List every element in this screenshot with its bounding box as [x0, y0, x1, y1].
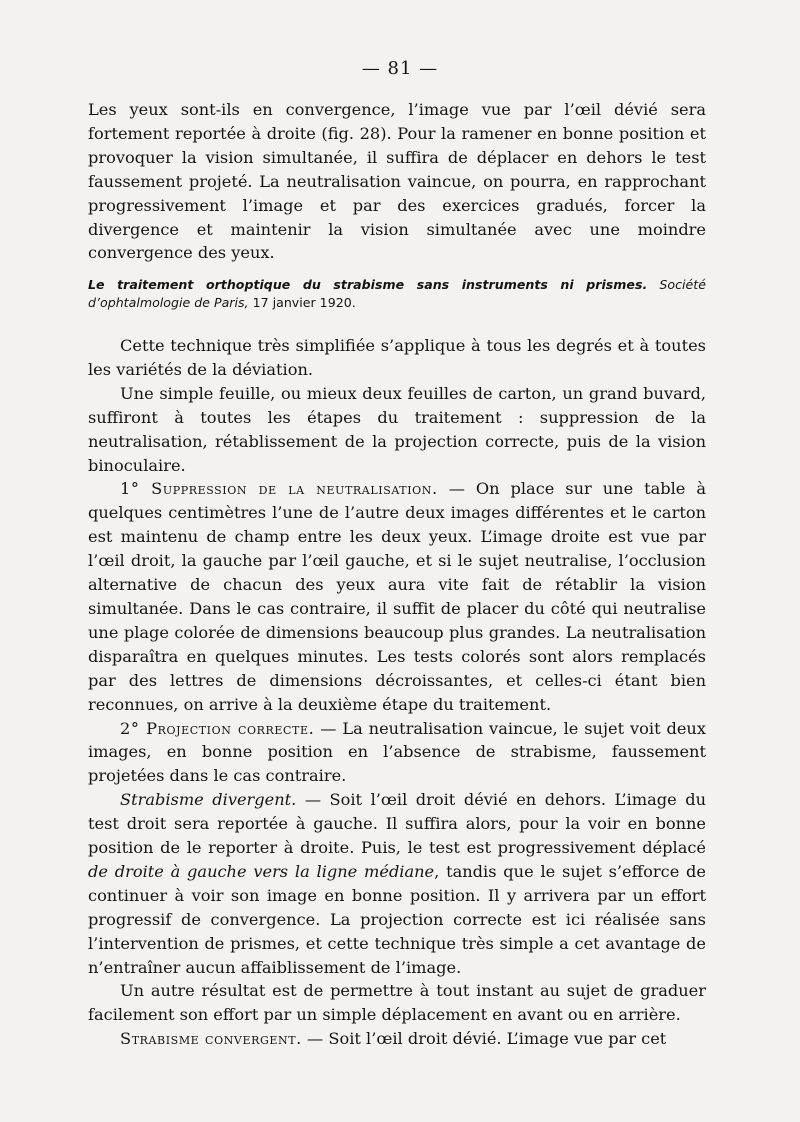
paragraph-projection — [88, 717, 706, 789]
section-heading-convergent: Strabisme convergent. — [120, 1029, 302, 1049]
citation-date: 17 janvier 1920. — [252, 294, 356, 310]
paragraph-convergent — [88, 1027, 706, 1051]
paragraph-suppression — [88, 477, 706, 716]
main-text — [88, 334, 706, 1051]
citation — [88, 276, 706, 311]
paragraph-materials: Une simple feuille, ou mieux deux feuilles de carton, un grand buvard, suffiront à toutes les étapes du traitement : suppression de la neutralisation, rétablissement de la projection correcte, puis de la vision binoculaire. — [88, 383, 706, 475]
paragraph-divergent — [88, 788, 706, 979]
citation-title: Le traitement orthoptique du strabisme sans instruments ni prismes. — [88, 277, 648, 292]
divergent-text-a: — Soit l’œil droit dévié en dehors. L’image du test droit sera reportée à gauche. Il suffira alors, pour la voir en bonne position de le reporter à droite. Puis, le test est progressivement déplacé — [88, 790, 706, 858]
intro-paragraph: Les yeux sont-ils en convergence, l’image vue par l’œil dévié sera fortement reportée à droite (fig. 28). Pour la ramener en bonne position et provoquer la vision simultanée, il suffira de déplacer en dehors le test faussement projeté. La neutralisation vaincue, on pourra, en rapprochant progressivement l’image et par des exercices gradués, forcer la divergence et maintenir la vision simultanée avec une moindre convergence des yeux. — [88, 100, 706, 263]
section-heading-suppression: 1° Suppression de la neutralisation. — [120, 479, 438, 499]
suppression-text: — On place sur une table à quelques centimètres l’une de l’autre deux images différentes et le carton est maintenu de champ entre les deux yeux. L’image droite est vue par l’œil droit, la gauche par l’œil gauche, et si le sujet neutralise, l’occlusion alternative de chacun des yeux aura vite fait de rétablir la vision simultanée. Dans le cas contraire, il suffit de placer du côté qui neutralise une plage colorée de dimensions beaucoup plus grandes. La neutralisation disparaîtra en quelques minutes. Les tests colorés sont alors remplacés par des lettres de dimensions décroissantes, et celles-ci étant bien reconnues, on arrive à la deuxième étape du traitement. — [88, 479, 706, 714]
section-heading-divergent: Strabisme divergent. — [120, 790, 297, 810]
paragraph-other-result: Un autre résultat est de permettre à tout instant au sujet de graduer facilement son effort par un simple déplacement en avant ou en arrière. — [88, 981, 706, 1025]
section-heading-projection: 2° Projection correcte. — [120, 718, 315, 738]
convergent-text: — Soit l’œil droit dévié. L’image vue par cet — [301, 1029, 667, 1049]
page-number: — 81 — — [361, 58, 439, 79]
divergent-emphasis: de droite à gauche vers la ligne médiane — [88, 861, 435, 881]
divergent-text-b: , tandis que le sujet s’efforce de continuer à voir son image en bonne position. Il y arrivera par un effort progressif de convergence. La projection correcte est ici réalisée sans l’intervention de prismes, et cette technique très simple a cet avantage de n’entraîner aucun affaiblissement de l’image. — [88, 861, 706, 977]
paragraph-technique: Cette technique très simplifiée s’applique à tous les degrés et à toutes les variétés de la déviation. — [88, 336, 706, 379]
citation-journal: Société d’ophtalmologie de Paris, — [88, 277, 706, 310]
projection-text: — La neutralisation vaincue, le sujet voit deux images, en bonne position en l’absence de strabisme, faussement projetées dans le cas contraire. — [88, 718, 706, 786]
intro-block — [88, 98, 706, 265]
